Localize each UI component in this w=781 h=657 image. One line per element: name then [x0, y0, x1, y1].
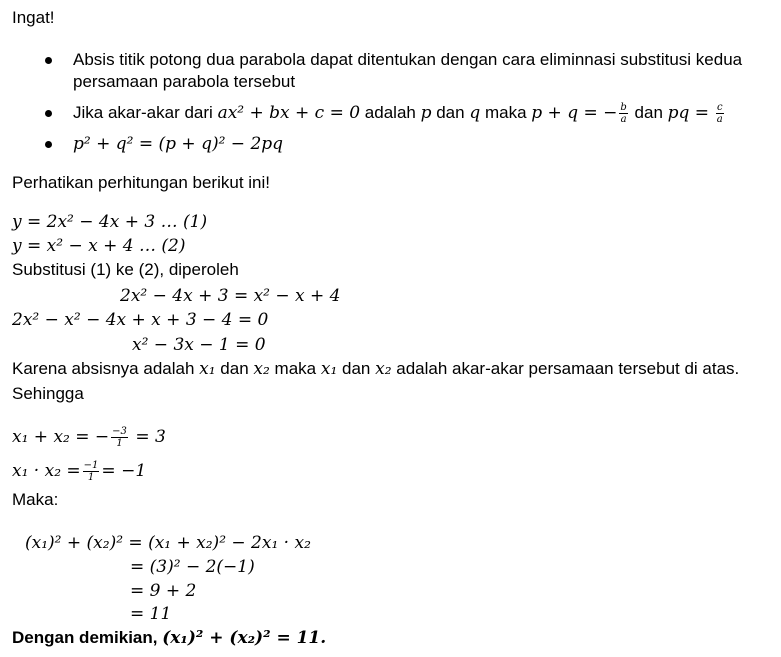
quadratic-equation: ax² + bx + c = 0 [217, 103, 361, 123]
final-line-3: = 9 + 2 [130, 581, 197, 601]
substitusi-text: Substitusi (1) ke (2), diperoleh [12, 260, 239, 279]
karena-line [12, 358, 739, 380]
sum-formula: p + q = − [531, 103, 618, 123]
ingat-title: Ingat! [12, 8, 55, 27]
frac-num: −3 [112, 426, 127, 437]
fraction-product [83, 460, 100, 483]
bullet2-text: Jika akar-akar dari [73, 103, 213, 122]
karena-text: dan [342, 359, 371, 378]
frac-num: b [620, 102, 627, 114]
identity-formula: p² + q² = (p + q)² − 2pq [73, 134, 284, 154]
equation-2: y = x² − x + 4 … (2) [12, 236, 186, 256]
var-x1: x₁ [320, 359, 338, 379]
bullet2-text: dan [634, 103, 663, 122]
karena-text: adalah akar-akar persamaan tersebut di atas. [396, 359, 740, 378]
fraction-b-over-a [619, 102, 627, 125]
conclusion-text: Dengan demikian, [12, 628, 158, 647]
frac-den: 1 [116, 438, 123, 449]
equation-1: y = 2x² − 4x + 3 … (1) [12, 212, 208, 232]
fraction-c-over-a [716, 102, 724, 125]
final-line-1: (x₁)² + (x₂)² = (x₁ + x₂)² − 2x₁ · x₂ [25, 533, 311, 553]
sum-of-roots [12, 426, 166, 449]
bullet-dot [45, 57, 52, 64]
var-q: q [469, 103, 481, 123]
karena-text: dan [220, 359, 249, 378]
frac-num: c [716, 102, 723, 114]
frac-den: 1 [87, 472, 95, 483]
final-line-2: = (3)² − 2(−1) [130, 557, 255, 577]
bullet1-line1: Absis titik potong dua parabola dapat ditentukan dengan cara eliminnasi substitusi kedua [73, 50, 743, 69]
step-2: 2x² − x² − 4x + x + 3 − 4 = 0 [12, 310, 269, 330]
sum-rhs: = 3 [135, 427, 166, 447]
bullet2-text: maka [484, 103, 527, 122]
product-of-roots [12, 460, 146, 483]
var-x2: x₂ [253, 359, 270, 379]
conclusion-equation: (x₁)² + (x₂)² = 11. [162, 628, 327, 648]
prod-lhs: x₁ · x₂ = [12, 461, 81, 481]
frac-den: a [620, 114, 627, 126]
var-x2: x₂ [375, 359, 392, 379]
var-p: p [420, 103, 432, 123]
perhatikan-text: Perhatikan perhitungan berikut ini! [12, 173, 270, 192]
maka-label: Maka: [12, 490, 59, 509]
bullet-dot [45, 141, 52, 148]
final-line-4: = 11 [130, 604, 172, 624]
karena-text: maka [274, 359, 317, 378]
bullet2-line [73, 102, 726, 125]
step-1: 2x² − 4x + 3 = x² − x + 4 [120, 286, 341, 306]
sum-lhs: x₁ + x₂ = − [12, 427, 110, 447]
frac-num: −1 [83, 460, 99, 471]
prod-rhs: = −1 [101, 461, 147, 481]
bullet2-text: dan [436, 103, 465, 122]
conclusion [12, 627, 326, 649]
fraction-sum [111, 426, 128, 449]
sehingga-text: Sehingga [12, 384, 84, 403]
var-x1: x₁ [199, 359, 216, 379]
step-3: x² − 3x − 1 = 0 [132, 335, 266, 355]
bullet2-text: adalah [364, 103, 416, 122]
karena-text: Karena absisnya adalah [12, 359, 195, 378]
frac-den: a [716, 114, 723, 126]
bullet1-line2: persamaan parabola tersebut [73, 72, 296, 91]
product-formula: pq = [667, 103, 710, 123]
bullet-dot [45, 110, 52, 117]
